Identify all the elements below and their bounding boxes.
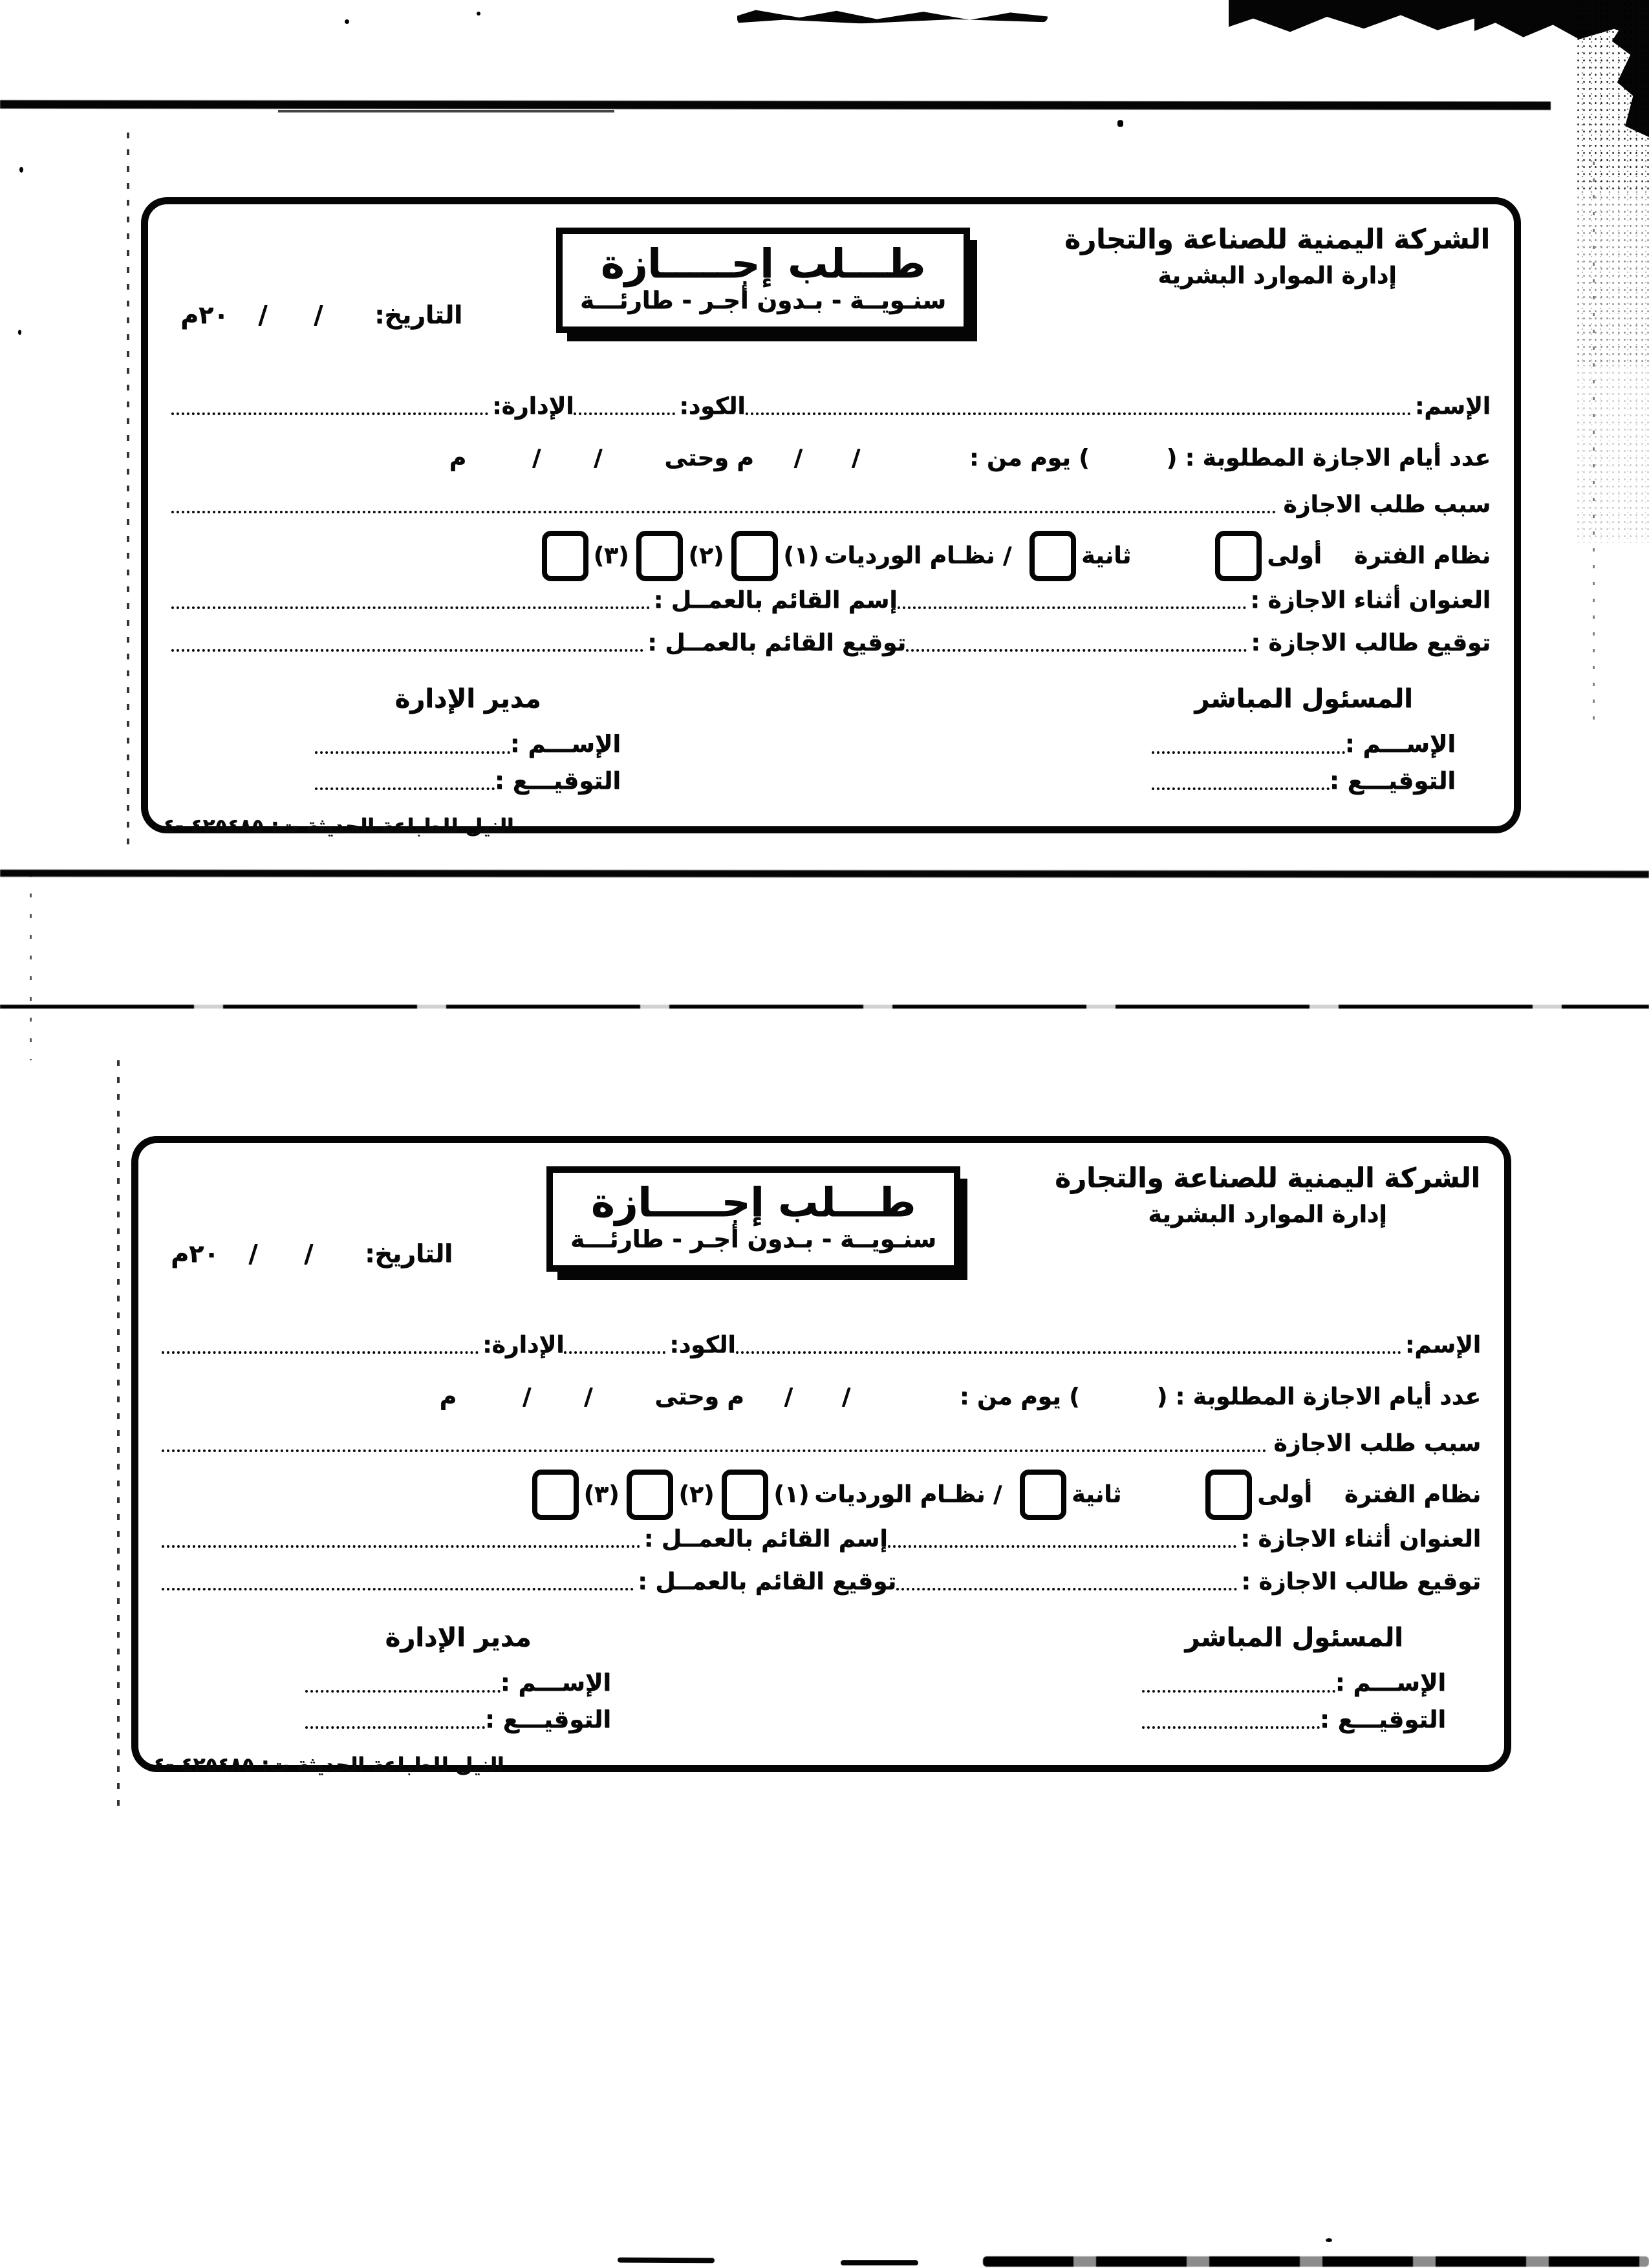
reason-fill-line[interactable]	[162, 1450, 1267, 1452]
worker-name-fill-line[interactable]	[171, 606, 650, 609]
company-name: الشركة اليمنية للصناعة والتجارة	[1064, 223, 1490, 255]
worker-signature-fill-line[interactable]	[171, 649, 643, 652]
checkbox-shift-2[interactable]	[627, 1470, 673, 1520]
period-first-label: أولى	[1267, 542, 1322, 570]
manager-name-label: الإســـم :	[500, 1669, 611, 1696]
scan-smudge	[737, 8, 1048, 24]
scan-speck	[345, 19, 349, 24]
manager-column	[315, 684, 621, 795]
leave-request-form	[131, 1136, 1511, 1772]
manager-sign-fill-line[interactable]	[315, 787, 495, 790]
title-box	[556, 228, 970, 333]
manager-name-fill-line[interactable]	[315, 751, 510, 754]
period-first-label: أولى	[1257, 1481, 1312, 1508]
period-row	[171, 531, 1491, 581]
code-fill-line[interactable]	[564, 1351, 665, 1354]
worker-signature-label: توقيع القائم بالعمــل :	[647, 630, 906, 656]
supervisor-name-label: الإســـم :	[1344, 730, 1456, 758]
checkbox-period-first[interactable]	[1205, 1470, 1252, 1520]
date-slash: /	[594, 445, 603, 471]
shift-2-label: (٢)	[688, 542, 724, 570]
code-fill-line[interactable]	[574, 412, 675, 415]
supervisor-sign-label: التوقيـــع :	[1329, 766, 1456, 795]
code-label: الكود:	[679, 393, 746, 420]
manager-title: مدير الإدارة	[394, 684, 541, 714]
period-system-label: نظام الفترة	[1344, 1481, 1481, 1508]
supervisor-sign-label: التوقيـــع :	[1319, 1705, 1446, 1733]
department-name: إدارة الموارد البشرية	[1158, 262, 1397, 290]
shift-system-label: / نظـام الورديات	[824, 542, 1012, 570]
address-fill-line[interactable]	[888, 1545, 1237, 1548]
address-row	[171, 587, 1491, 614]
date-slash: /	[314, 301, 323, 329]
supervisor-sign-fill-line[interactable]	[1142, 1726, 1320, 1729]
manager-sign-label: التوقيـــع :	[494, 766, 621, 795]
until-label: م وحتى	[654, 1384, 744, 1410]
shift-3-label: (٣)	[583, 1481, 620, 1508]
form-header	[162, 1162, 1481, 1272]
scan-edge-noise	[1575, 362, 1649, 543]
date-slash: /	[532, 445, 541, 471]
checkbox-period-second[interactable]	[1020, 1470, 1066, 1520]
days-count-label: عدد أيام الاجازة المطلوبة : (	[1166, 445, 1491, 471]
form-subtitle: سنـويــة - بـدون أجـر - طارئـــة	[570, 1225, 936, 1254]
checkbox-shift-1[interactable]	[731, 531, 778, 581]
year-m-label: م	[449, 445, 466, 471]
supervisor-title: المسئول المباشر	[1194, 684, 1413, 714]
worker-signature-fill-line[interactable]	[162, 1588, 634, 1590]
worker-name-fill-line[interactable]	[162, 1545, 640, 1548]
scan-edge-noise	[1575, 0, 1649, 194]
leave-request-form	[141, 197, 1521, 833]
scan-separator-line	[0, 870, 1649, 878]
date-slash: /	[258, 301, 268, 329]
printer-credit-line: النيل للطباعة الحديثة ت: ٤٢٥٤٨٥ -٠٤	[151, 815, 514, 838]
identity-row	[162, 1332, 1481, 1358]
applicant-signature-fill-line[interactable]	[906, 649, 1247, 652]
scan-bottom-smudge	[618, 2258, 715, 2263]
manager-sign-fill-line[interactable]	[305, 1726, 485, 1729]
manager-sign-label: التوقيـــع :	[484, 1705, 611, 1733]
address-fill-line[interactable]	[898, 606, 1247, 609]
manager-column	[305, 1623, 611, 1733]
scan-separator-line-broken	[0, 1005, 1649, 1009]
shift-3-label: (٣)	[593, 542, 629, 570]
days-count-label: عدد أيام الاجازة المطلوبة : (	[1156, 1384, 1481, 1410]
signature-row	[162, 1568, 1481, 1595]
period-second-label: ثانية	[1081, 542, 1132, 570]
applicant-signature-label: توقيع طالب الاجازة :	[1251, 630, 1491, 656]
printer-credit-line: النيل للطباعة الحديثة ت: ٤٢٥٤٨٥ -٠٤	[141, 1753, 504, 1777]
checkbox-shift-1[interactable]	[722, 1470, 768, 1520]
scan-speck	[18, 330, 21, 335]
date-slash: /	[304, 1239, 314, 1268]
address-label: العنوان أثناء الاجازة :	[1250, 587, 1491, 614]
reason-row	[171, 491, 1491, 518]
reason-label: سبب طلب الاجازة	[1273, 1430, 1481, 1457]
identity-row	[171, 393, 1491, 420]
scan-speck	[477, 12, 480, 16]
form-subtitle: سنـويــة - بـدون أجـر - طارئـــة	[580, 286, 946, 315]
checkbox-shift-3[interactable]	[532, 1470, 579, 1520]
form-header	[171, 224, 1491, 333]
period-row	[162, 1470, 1481, 1520]
company-name: الشركة اليمنية للصناعة والتجارة	[1055, 1162, 1480, 1193]
scan-edge-noise	[1575, 194, 1649, 362]
form-copy-2	[131, 1136, 1511, 1772]
supervisor-sign-fill-line[interactable]	[1152, 787, 1330, 790]
date-year-prefix: ٢٠م	[180, 301, 229, 329]
applicant-signature-label: توقيع طالب الاجازة :	[1241, 1568, 1481, 1595]
shift-1-label: (١)	[783, 542, 819, 570]
scan-smudge	[1229, 0, 1474, 34]
scan-edge-dotted-line	[1593, 162, 1595, 731]
checkbox-period-first[interactable]	[1215, 531, 1262, 581]
approvals-section	[162, 1623, 1481, 1752]
name-fill-line[interactable]	[736, 1351, 1401, 1354]
admin-fill-line[interactable]	[171, 412, 488, 415]
date-label: التاريخ:	[365, 1239, 453, 1268]
checkbox-shift-3[interactable]	[542, 531, 588, 581]
name-label: الإسم:	[1405, 1332, 1481, 1358]
date-slash: /	[584, 1384, 593, 1410]
checkbox-period-second[interactable]	[1029, 531, 1076, 581]
name-fill-line[interactable]	[746, 412, 1411, 415]
reason-row	[162, 1430, 1481, 1457]
supervisor-column	[1142, 1623, 1446, 1733]
date-slash: /	[784, 1384, 793, 1410]
scan-artifact-top-line	[0, 100, 1551, 110]
company-block	[1064, 224, 1491, 290]
manager-title: مدير الإدارة	[385, 1623, 532, 1653]
name-label: الإسم:	[1414, 393, 1491, 420]
approvals-section	[171, 684, 1491, 813]
admin-fill-line[interactable]	[162, 1351, 479, 1354]
period-system-label: نظام الفترة	[1353, 542, 1491, 570]
perforation-dotted-line	[117, 1060, 120, 1817]
from-day-label: ) يوم من :	[959, 1384, 1080, 1410]
supervisor-name-fill-line[interactable]	[1152, 751, 1345, 754]
shift-2-label: (٢)	[678, 1481, 715, 1508]
date-slash: /	[851, 445, 860, 471]
supervisor-column	[1152, 684, 1456, 795]
scan-speck	[19, 167, 23, 173]
form-title: طـــلب إجـــــازة	[591, 1179, 916, 1226]
form-copy-1	[141, 197, 1521, 833]
worker-signature-label: توقيع القائم بالعمــل :	[638, 1568, 896, 1595]
reason-fill-line[interactable]	[171, 511, 1277, 513]
period-second-label: ثانية	[1072, 1481, 1122, 1508]
department-name: إدارة الموارد البشرية	[1148, 1201, 1387, 1228]
shift-system-label: / نظـام الورديات	[814, 1481, 1002, 1508]
address-label: العنوان أثناء الاجازة :	[1240, 1526, 1481, 1552]
address-row	[162, 1526, 1481, 1552]
date-year-prefix: ٢٠م	[171, 1239, 219, 1268]
date-slash: /	[523, 1384, 532, 1410]
title-box	[546, 1166, 960, 1272]
days-row	[162, 1384, 1481, 1410]
supervisor-name-label: الإســـم :	[1335, 1669, 1446, 1696]
perforation-dotted-line	[30, 873, 32, 1060]
manager-name-fill-line[interactable]	[305, 1690, 501, 1693]
scan-bottom-smudge	[841, 2260, 918, 2265]
date-line	[171, 224, 462, 330]
admin-label: الإدارة:	[482, 1332, 565, 1358]
from-day-label: ) يوم من :	[969, 445, 1090, 471]
manager-name-label: الإســـم :	[510, 730, 621, 758]
form-title: طـــلب إجـــــازة	[601, 240, 925, 287]
supervisor-name-fill-line[interactable]	[1142, 1690, 1335, 1693]
signature-row	[171, 630, 1491, 656]
scan-bottom-smudge	[983, 2256, 1649, 2267]
date-slash: /	[841, 1384, 850, 1410]
year-m-label: م	[439, 1384, 457, 1410]
company-block	[1054, 1162, 1481, 1228]
admin-label: الإدارة:	[492, 393, 574, 420]
shift-1-label: (١)	[773, 1481, 810, 1508]
worker-name-label: إسم القائم بالعمــل :	[643, 1526, 888, 1552]
date-line	[162, 1162, 453, 1268]
perforation-dotted-line	[127, 133, 129, 847]
scan-speck	[1326, 2238, 1332, 2242]
date-slash: /	[793, 445, 803, 471]
code-label: الكود:	[669, 1332, 736, 1358]
supervisor-title: المسئول المباشر	[1185, 1623, 1403, 1653]
reason-label: سبب طلب الاجازة	[1283, 491, 1491, 518]
worker-name-label: إسم القائم بالعمــل :	[653, 587, 898, 614]
scan-speck	[1117, 120, 1123, 127]
checkbox-shift-2[interactable]	[636, 531, 683, 581]
days-row	[171, 445, 1491, 471]
until-label: م وحتى	[664, 445, 754, 471]
scan-artifact-top-line-fuzz	[278, 110, 614, 112]
date-slash: /	[248, 1239, 258, 1268]
applicant-signature-fill-line[interactable]	[896, 1588, 1237, 1590]
date-label: التاريخ:	[374, 301, 462, 329]
